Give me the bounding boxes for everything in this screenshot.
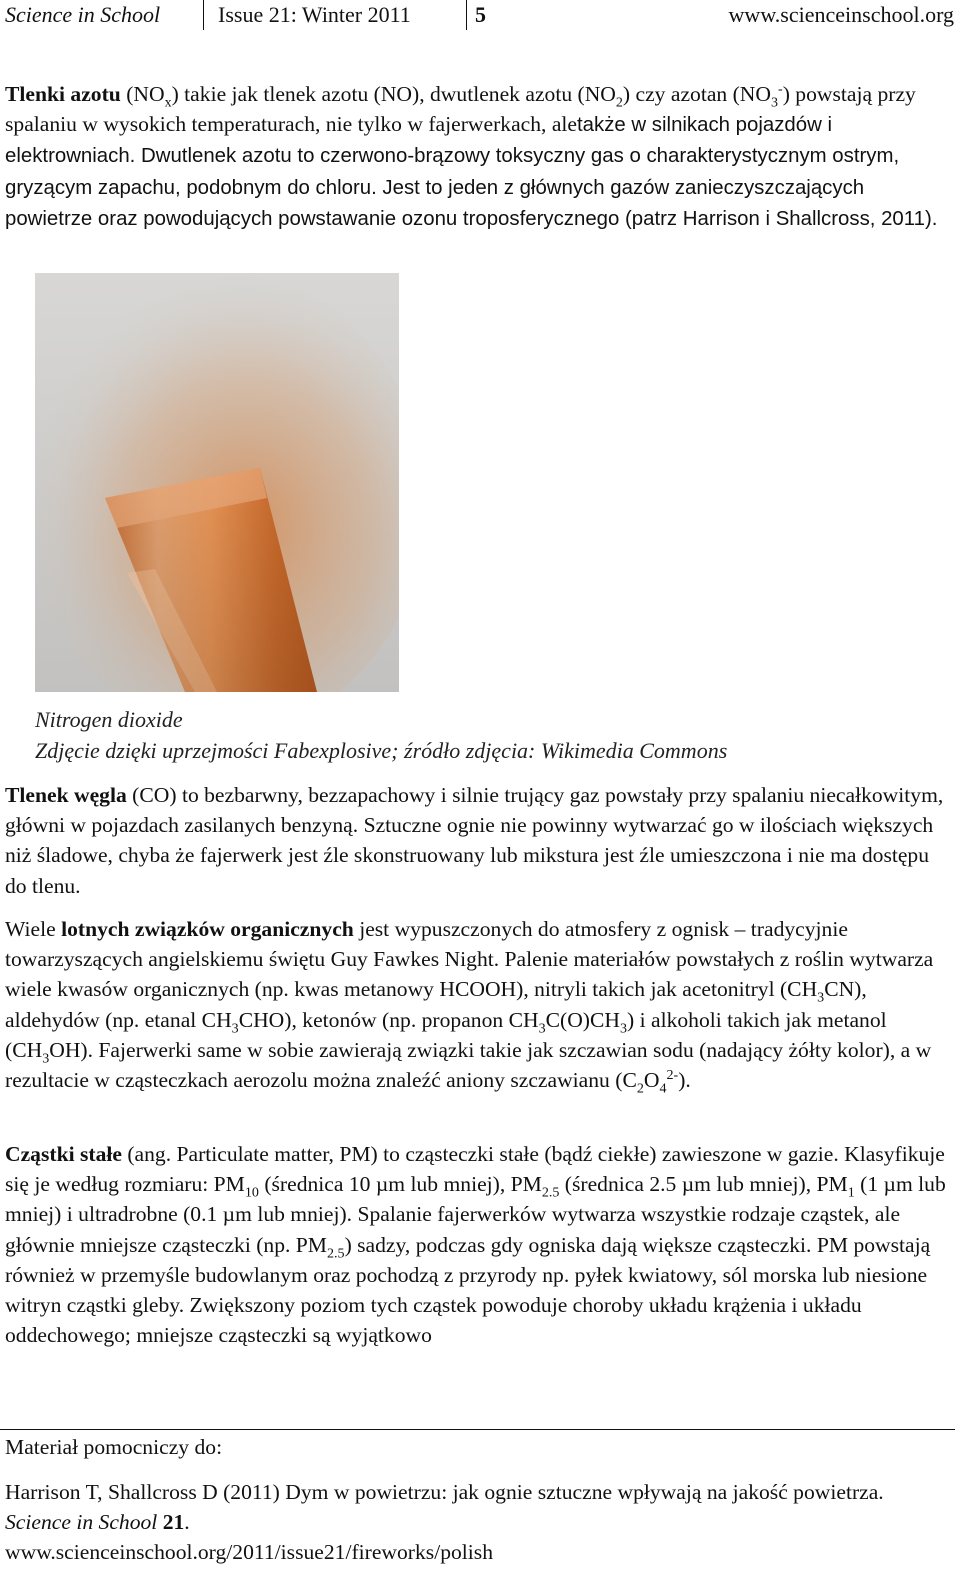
reference-issue: 21	[162, 1510, 185, 1535]
text-run: (średnica 2.5 µm lub mniej), PM	[559, 1172, 848, 1197]
subscript: x	[164, 94, 172, 111]
paragraph-voc	[5, 914, 955, 1095]
figure-caption-credit: Zdjęcie dzięki uprzejmości Fabexplosive; źródło zdjęcia: Wikimedia Commons	[35, 738, 728, 763]
term-particulate-matter: Cząstki stałe	[5, 1142, 122, 1166]
term-voc: lotnych związków organicznych	[61, 917, 354, 941]
text-run: O	[643, 1068, 660, 1093]
website-link[interactable]: www.scienceinschool.org	[728, 2, 954, 27]
subscript: 3	[771, 94, 779, 111]
paragraph-nitrogen-oxides	[5, 79, 955, 234]
paragraph-carbon-monoxide	[5, 780, 955, 901]
subscript: 2	[615, 94, 623, 111]
text-run: Wiele	[5, 917, 62, 941]
subscript: 3	[231, 1019, 239, 1036]
issue-label: Issue 21: Winter 2011	[203, 0, 411, 30]
reference-citation	[5, 1477, 955, 1568]
text-run: także w silnikach pojazdów i elektrowniach. Dwutlenek azotu to czerwono-brązowy toksyczny gas o charakterystycznym ostrym, gryzącym zapachu, podobnym do chloru. Jest to jeden z głównych gazów zanieczyszczających powietrze oraz powodujących powstawanie ozonu troposferycznego (patrz Harrison i Shallcross, 2011).	[5, 114, 938, 230]
text-run: ) takie jak tlenek azotu (NO), dwutlenek azotu (NO	[171, 82, 616, 106]
nitrogen-dioxide-photo	[35, 273, 399, 692]
subscript: 3	[817, 989, 825, 1006]
subscript: 3	[538, 1019, 546, 1036]
text-run: (ang. Particulate matter, PM) to cząsteczki stałe (bądź ciekłe) zawieszone w gazie. Klasyfikuje się je według rozmiaru: PM	[5, 1142, 945, 1197]
subscript: 3	[619, 1019, 627, 1036]
text-run: CN), aldehydów (np. etanal CH	[5, 977, 867, 1032]
text-run: OH). Fajerwerki same w sobie zawierają związki takie jak szczawian sodu (nadający żółty kolor), a w rezultacie w cząsteczkach aerozolu można znaleźć aniony szczawianu (C	[5, 1037, 932, 1093]
text-run: (CO) to bezbarwny, bezzapachowy i silnie trujący gaz powstały przy spalaniu niecałkowitym, główni w pojazdach zasilanych benzyną. Sztuczne ognie nie powinny wytwarzać go w ilościach większych niż śladowe, chyba że fajerwerk jest źle skonstruowany lub mikstura jest źle umieszczona i nie ma dostępu do tlenu.	[5, 783, 944, 898]
text-run: ) powstają przy spalaniu w wysokich temperaturach, nie tylko w fajerwerkach, ale	[5, 82, 916, 137]
superscript: -	[778, 80, 783, 97]
text-run: jest wypuszczonych do atmosfery z ognisk – tradycyjnie towarzyszących angielskiemu świętu Guy Fawkes Night. Palenie materiałów powstałych z roślin wytwarza wiele kwasów organicznych (np. kwas metanowy HCOOH), nitryli takich jak acetonitryl (CH	[5, 917, 934, 1002]
text-run: (średnica 10 µm lub mniej), PM	[258, 1172, 542, 1197]
reference-journal: Science in School	[5, 1510, 158, 1535]
page-header	[0, 0, 954, 32]
figure-caption-title: Nitrogen dioxide	[35, 707, 183, 732]
text-run: ).	[678, 1068, 691, 1093]
text-run: Harrison T, Shallcross D (2011) Dym w powietrzu: jak ognie sztuczne wpływają na jakość powietrza.	[5, 1480, 884, 1504]
subscript: 4	[659, 1080, 667, 1097]
subscript: 3	[42, 1050, 50, 1067]
reference-url-link[interactable]: www.scienceinschool.org/2011/issue21/fireworks/polish	[5, 1540, 493, 1565]
subscript: 2.5	[541, 1184, 560, 1201]
term-carbon-monoxide: Tlenek węgla	[5, 783, 127, 807]
text-run: C(O)CH	[545, 1007, 620, 1032]
text-run: (NO	[120, 82, 165, 106]
superscript: 2-	[666, 1066, 679, 1083]
footer-divider	[0, 1429, 955, 1430]
text-run: (1 µm lub mniej) i ultradrobne (0.1 µm lub mniej). Spalanie fajerwerków wytwarza wszystkie rodzaje cząstek, ale głównie mniejsze cząsteczki (np. PM	[5, 1172, 946, 1257]
subscript: 1	[847, 1184, 855, 1201]
subscript: 2.5	[327, 1244, 345, 1261]
text-run: ) i alkoholi takich jak metanol (CH	[5, 1007, 887, 1062]
journal-title: Science in School	[5, 2, 161, 27]
text-run: ) czy azotan (NO	[622, 82, 771, 106]
paragraph-particulate-matter	[5, 1139, 955, 1350]
subscript: 10	[244, 1184, 259, 1201]
subscript: 2	[636, 1080, 644, 1097]
term-nitrogen-oxides: Tlenki azotu	[5, 82, 121, 106]
text-run: .	[184, 1510, 190, 1535]
text-run: ) sadzy, podczas gdy ogniska dają większe cząsteczki. PM powstają również w przemyśle budowlanym oraz pochodzą z przyrody np. pyłek kwiatowy, sól morska lub niesione witryn cząstki gleby. Zwiększony poziom tych cząstek powoduje choroby układu krążenia i układu oddechowego; mniejsze cząsteczki są wyjątkowo	[5, 1232, 931, 1348]
text-run: CHO), ketonów (np. propanon CH	[238, 1007, 539, 1032]
page-number: 5	[466, 0, 486, 30]
support-material-label: Materiał pomocniczy do:	[5, 1435, 223, 1459]
test-tube-image	[35, 273, 399, 692]
